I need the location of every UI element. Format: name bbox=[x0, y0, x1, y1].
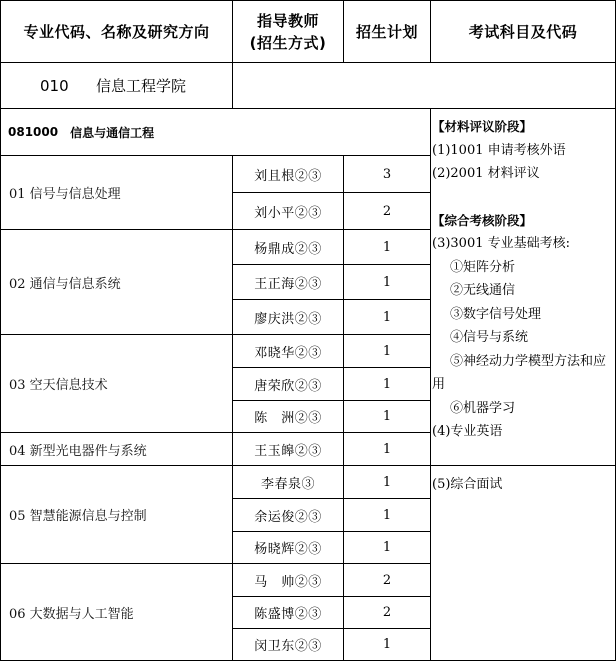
tutor-name: 陈 洲②③ bbox=[254, 411, 322, 426]
tutor-name: 闵卫东②③ bbox=[254, 639, 322, 654]
school-row bbox=[40, 63, 230, 108]
tutor-name: 刘且根②③ bbox=[254, 168, 322, 184]
plan-count: 2 bbox=[382, 572, 392, 588]
tutor-name: 王玉皞②③ bbox=[254, 443, 322, 459]
direction-label: 05 智慧能源信息与控制 bbox=[9, 509, 147, 524]
plan-count: 1 bbox=[382, 540, 392, 555]
plan-count: 1 bbox=[382, 309, 392, 325]
exam-item-interview: (5)综合面试 bbox=[432, 477, 503, 492]
direction-label: 01 信号与信息处理 bbox=[9, 187, 121, 202]
exam-subitem: ①矩阵分析 bbox=[450, 259, 516, 275]
exam-subitem: ⑥机器学习 bbox=[450, 400, 516, 416]
major-code: 081000 bbox=[8, 125, 59, 139]
exam-subjects-block bbox=[432, 115, 614, 444]
exam-subitem: ③数字信号处理 bbox=[450, 306, 542, 322]
school-name: 信息工程学院 bbox=[96, 77, 187, 95]
plan-count: 1 bbox=[382, 343, 392, 359]
exam-item: (1)1001 申请考核外语 bbox=[432, 142, 566, 158]
plan-count: 1 bbox=[382, 409, 392, 424]
exam-item: (2)2001 材料评议 bbox=[432, 166, 540, 181]
stage1-title: 【材料评议阶段】 bbox=[432, 119, 533, 134]
major-row bbox=[8, 109, 428, 155]
exam-item: (4)专业英语 bbox=[432, 424, 503, 439]
plan-count: 1 bbox=[382, 376, 392, 392]
tutor-name: 李春泉③ bbox=[260, 476, 315, 492]
tutor-name: 陈盛博②③ bbox=[254, 607, 322, 622]
header-tutor-line2: (招生方式) bbox=[249, 33, 327, 52]
plan-count: 1 bbox=[382, 507, 392, 523]
direction-label: 03 空天信息技术 bbox=[9, 378, 108, 393]
exam-subitem: ②无线通信 bbox=[450, 283, 516, 298]
stage2-title: 【综合考核阶段】 bbox=[432, 212, 533, 228]
header-exam-subjects: 考试科目及代码 bbox=[468, 23, 578, 41]
plan-count: 1 bbox=[382, 274, 392, 290]
direction-label: 04 新型光电器件与系统 bbox=[9, 443, 147, 459]
tutor-name: 廖庆洪②③ bbox=[254, 311, 322, 327]
col-line bbox=[430, 108, 431, 661]
direction-label: 02 通信与信息系统 bbox=[9, 276, 121, 292]
school-code: 010 bbox=[40, 76, 69, 95]
header-major-direction: 专业代码、名称及研究方向 bbox=[23, 23, 210, 41]
tutor-name: 杨晓辉②③ bbox=[254, 542, 322, 557]
plan-count: 1 bbox=[382, 239, 392, 255]
tutor-name: 刘小平②③ bbox=[254, 205, 322, 221]
exam-subitem: ⑤神经动力学模型方法和应用 bbox=[432, 353, 607, 392]
tutor-name: 杨鼎成②③ bbox=[254, 241, 322, 257]
exam-subitem: ④信号与系统 bbox=[450, 330, 529, 345]
major-name: 信息与通信工程 bbox=[70, 125, 155, 140]
col-line bbox=[232, 62, 233, 108]
plan-count: 2 bbox=[382, 605, 392, 620]
tutor-name: 唐荣欣②③ bbox=[254, 378, 322, 394]
tutor-name: 马 帅②③ bbox=[254, 574, 322, 590]
plan-count: 1 bbox=[382, 637, 392, 652]
header-plan: 招生计划 bbox=[355, 23, 418, 41]
tutor-name: 王正海②③ bbox=[254, 276, 322, 292]
exam-item: (3)3001 专业基础考核: bbox=[432, 236, 571, 251]
header-tutor bbox=[233, 1, 343, 62]
plan-count: 1 bbox=[382, 474, 392, 490]
direction-label: 06 大数据与人工智能 bbox=[9, 606, 134, 622]
tutor-name: 邓晓华②③ bbox=[254, 345, 322, 361]
tutor-name: 余运俊②③ bbox=[254, 509, 322, 525]
header-tutor-line1: 指导教师 bbox=[256, 11, 319, 30]
spacer bbox=[432, 186, 614, 209]
plan-count: 1 bbox=[382, 441, 392, 457]
plan-count: 2 bbox=[382, 203, 392, 219]
plan-count: 3 bbox=[382, 166, 392, 182]
